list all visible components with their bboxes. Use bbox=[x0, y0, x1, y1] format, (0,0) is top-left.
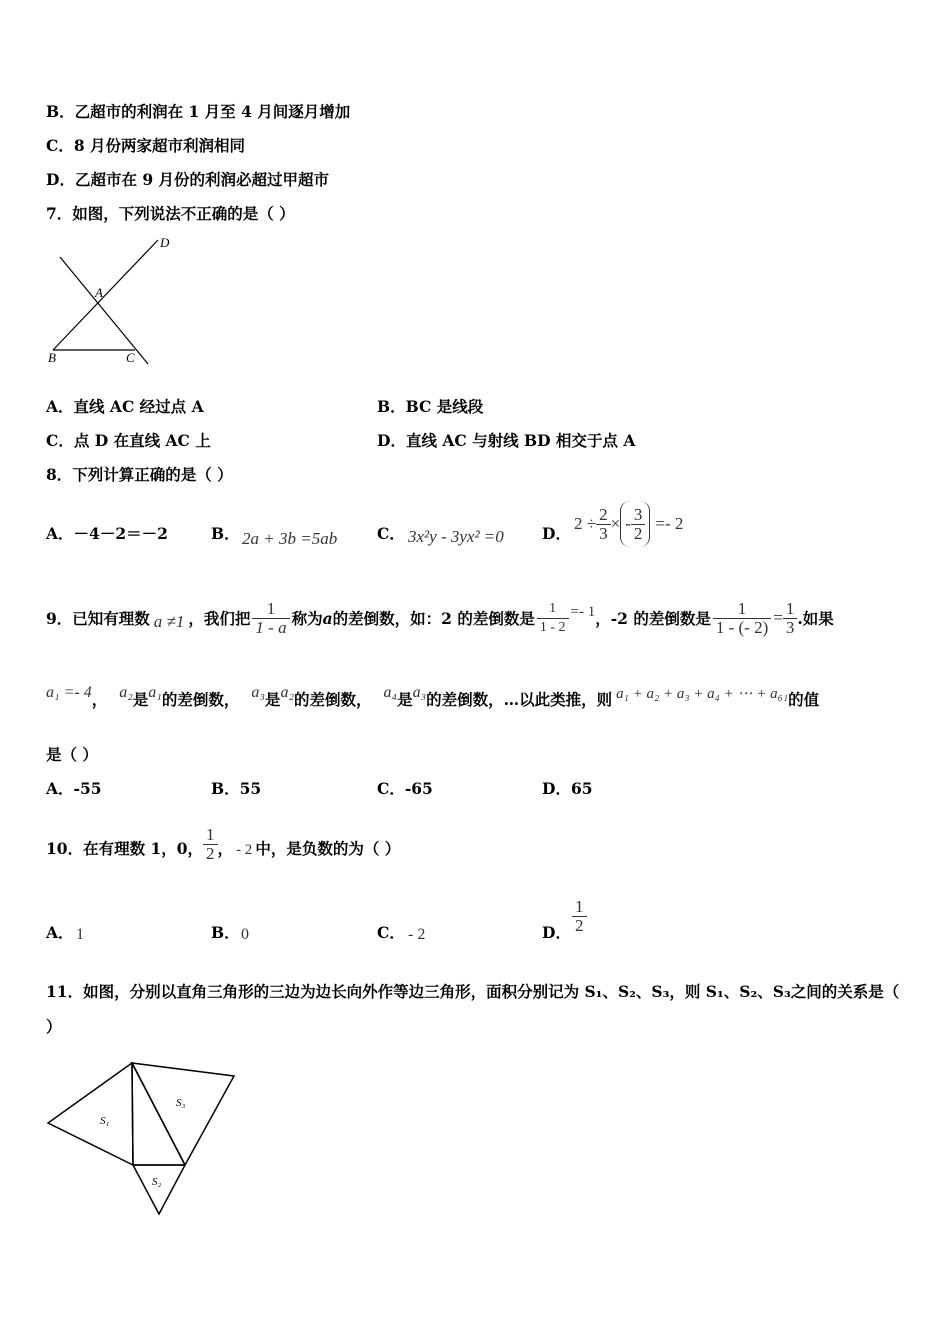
q11-stem-line2: ） bbox=[46, 1017, 62, 1036]
q9-text-3: 称为 bbox=[291, 609, 323, 628]
q9-line1 bbox=[46, 588, 834, 648]
q9-text-7: 的差倒数， bbox=[161, 690, 240, 709]
q9-a1-ref: a₁ bbox=[148, 684, 162, 701]
q8-d-frac1-den: 3 bbox=[599, 523, 608, 543]
q7-option-d: D．直线 AC 与射线 BD 相交于点 A bbox=[377, 431, 636, 450]
q10-option-b-value: 0 bbox=[241, 926, 249, 943]
q9-var-a: a bbox=[322, 608, 333, 628]
q6-option-c: C．8 月份两家超市利润相同 bbox=[46, 136, 246, 155]
q9-ex2-rnum: 1 bbox=[785, 598, 795, 618]
q9-is-3: 是 bbox=[397, 690, 413, 709]
q6-option-b: B．乙超市的利润在 1 月至 4 月间逐月增加 bbox=[46, 102, 351, 121]
q11-triangle-s2 bbox=[133, 1165, 185, 1214]
q9-ex1-result: =- 1 bbox=[570, 603, 596, 620]
q7-option-b: B．BC 是线段 bbox=[377, 397, 484, 416]
q8-d-times: × bbox=[610, 514, 621, 533]
q11-figure bbox=[40, 1058, 245, 1218]
q9-ex2-den: 1 - (- 2) bbox=[715, 617, 769, 637]
q10-d-num: 1 bbox=[575, 897, 584, 916]
q7-option-a: A．直线 AC 经过点 A bbox=[46, 397, 204, 416]
q8-d-frac2-num: 3 bbox=[633, 504, 643, 524]
q9-sum-expr: a₁ + a₂ + a₃ + a₄ + ⋯ + a₆₁ bbox=[616, 685, 789, 702]
q11-right-triangle-leg-1 bbox=[132, 1063, 133, 1165]
q10-option-c-value: - 2 bbox=[408, 926, 426, 943]
q10-option-a-value: 1 bbox=[76, 926, 84, 943]
q10-stem bbox=[46, 816, 400, 872]
q8-option-a-expr: －4－2＝－2 bbox=[73, 524, 168, 543]
q11-right-triangle-hypotenuse bbox=[132, 1063, 185, 1165]
q8-option-c-expr: 3x²y - 3yx² =0 bbox=[408, 527, 504, 546]
q9-def-frac bbox=[252, 600, 289, 637]
q8-option-b-expr: 2a + 3b =5ab bbox=[242, 529, 338, 548]
q10-text-3: 中，是负数的为（ ） bbox=[255, 839, 401, 858]
q9-a1-value: a₁ =- 4 bbox=[46, 684, 92, 701]
q7-label-d: D bbox=[160, 235, 170, 250]
q9-def-num: 1 bbox=[266, 598, 276, 618]
q9-a3-ref: a₃ bbox=[412, 684, 427, 701]
q10-text-2: ， bbox=[217, 839, 234, 858]
q7-stem: 7．如图，下列说法不正确的是（ ） bbox=[46, 204, 295, 223]
q7-label-c: C bbox=[126, 350, 135, 365]
q9-text-1: 9．已知有理数 bbox=[46, 609, 150, 628]
q9-text-4: 的差倒数，如：2 的差倒数是 bbox=[332, 609, 535, 628]
q9-text-8: 的差倒数， bbox=[294, 690, 372, 709]
q10-option-d-value bbox=[572, 898, 587, 935]
q8-option-b-label: B． bbox=[211, 524, 240, 543]
q10-option-a-label: A． bbox=[46, 923, 74, 942]
q10-option-c-label: C． bbox=[377, 923, 405, 942]
q11-label-s1: S₁ bbox=[100, 1115, 110, 1127]
q9-a4: a₄ bbox=[383, 684, 398, 701]
q8-d-neg: - bbox=[625, 514, 631, 533]
q9-ex1-den: 1 - 2 bbox=[539, 619, 566, 635]
q10-neg-two: - 2 bbox=[236, 841, 253, 858]
q7-option-c: C．点 D 在直线 AC 上 bbox=[46, 431, 211, 450]
q7-label-b: B bbox=[48, 350, 56, 365]
q10-option-b-label: B． bbox=[211, 923, 240, 942]
q9-ex1-num: 1 bbox=[549, 600, 557, 616]
q8-d-frac2-den: 2 bbox=[633, 523, 643, 543]
q10-d-frac bbox=[572, 898, 587, 935]
q10-text-1: 10．在有理数 1，0， bbox=[46, 839, 204, 858]
q8-stem: 8．下列计算正确的是（ ） bbox=[46, 465, 233, 484]
q9-ex2-rden: 3 bbox=[785, 617, 795, 637]
q9-ex1-frac bbox=[537, 600, 569, 637]
q7-line-ac bbox=[60, 257, 148, 364]
q8-d-result: =- 2 bbox=[655, 514, 684, 533]
q8-option-d-expr bbox=[574, 500, 683, 548]
q10-option-d-label: D． bbox=[542, 923, 571, 942]
q10-half-den: 2 bbox=[206, 843, 215, 863]
q6-option-d: D．乙超市在 9 月份的利润必超过甲超市 bbox=[46, 170, 330, 189]
q9-option-c: C．-65 bbox=[377, 779, 433, 798]
q8-d-frac2 bbox=[631, 506, 646, 543]
q9-text-10: 的值 bbox=[788, 690, 820, 709]
q9-a2-ref: a₂ bbox=[280, 684, 294, 701]
q8-d-frac1 bbox=[596, 506, 611, 543]
q9-text-9: 的差倒数，…以此类推，则 bbox=[426, 690, 613, 709]
q9-ex2-result-frac bbox=[783, 600, 798, 637]
q9-text-2: ，我们把 bbox=[188, 609, 251, 628]
q9-option-a: A．-55 bbox=[46, 779, 102, 798]
q9-option-d: D．65 bbox=[542, 779, 593, 798]
q8-option-a-label: A． bbox=[46, 524, 74, 543]
q9-is-1: 是 bbox=[132, 690, 149, 709]
q11-label-s2: S₂ bbox=[152, 1176, 162, 1188]
q8-option-c-label: C． bbox=[377, 524, 405, 543]
q8-option-d-label: D． bbox=[542, 524, 571, 543]
q10-half-num: 1 bbox=[206, 824, 215, 844]
q9-text-6: .如果 bbox=[797, 609, 834, 628]
q9-condition: a ≠1 bbox=[153, 612, 185, 631]
q7-label-a: A bbox=[95, 285, 103, 300]
q10-half-frac bbox=[203, 826, 218, 863]
q9-ex2-eq: = bbox=[773, 608, 783, 627]
q10-d-den: 2 bbox=[575, 916, 584, 935]
q8-option-a bbox=[46, 523, 168, 545]
q9-def-den: 1 - a bbox=[255, 617, 287, 637]
q9-ex2-num: 1 bbox=[737, 598, 747, 618]
q9-line2 bbox=[46, 682, 819, 716]
q11-label-s3: S₃ bbox=[176, 1097, 186, 1109]
q11-stem-line1: 11．如图，分别以直角三角形的三边为边长向外作等边三角形，面积分别记为 S₁、S₂、S₃，则 S₁、S₂、S₃之间的关系是（ bbox=[46, 982, 900, 1001]
q7-ray-bd bbox=[53, 240, 158, 350]
q8-d-paren bbox=[620, 501, 650, 547]
q9-text-5: ，-2 的差倒数是 bbox=[595, 609, 711, 628]
q9-ex2-frac bbox=[713, 600, 771, 637]
q9-is-2: 是 bbox=[264, 690, 281, 709]
q9-line3: 是（ ） bbox=[46, 745, 98, 764]
q9-a3: a₃ bbox=[251, 684, 265, 701]
q8-d-frac1-num: 2 bbox=[599, 504, 608, 524]
q9-option-b: B．55 bbox=[211, 779, 262, 798]
q11-triangle-s1 bbox=[48, 1063, 133, 1165]
q9-a2: a₂ bbox=[119, 684, 133, 701]
q11-triangle-s3 bbox=[132, 1063, 234, 1165]
q7-figure bbox=[44, 232, 184, 372]
q8-d-lead: 2 ÷ bbox=[574, 514, 597, 533]
q9-comma: ， bbox=[91, 690, 108, 709]
